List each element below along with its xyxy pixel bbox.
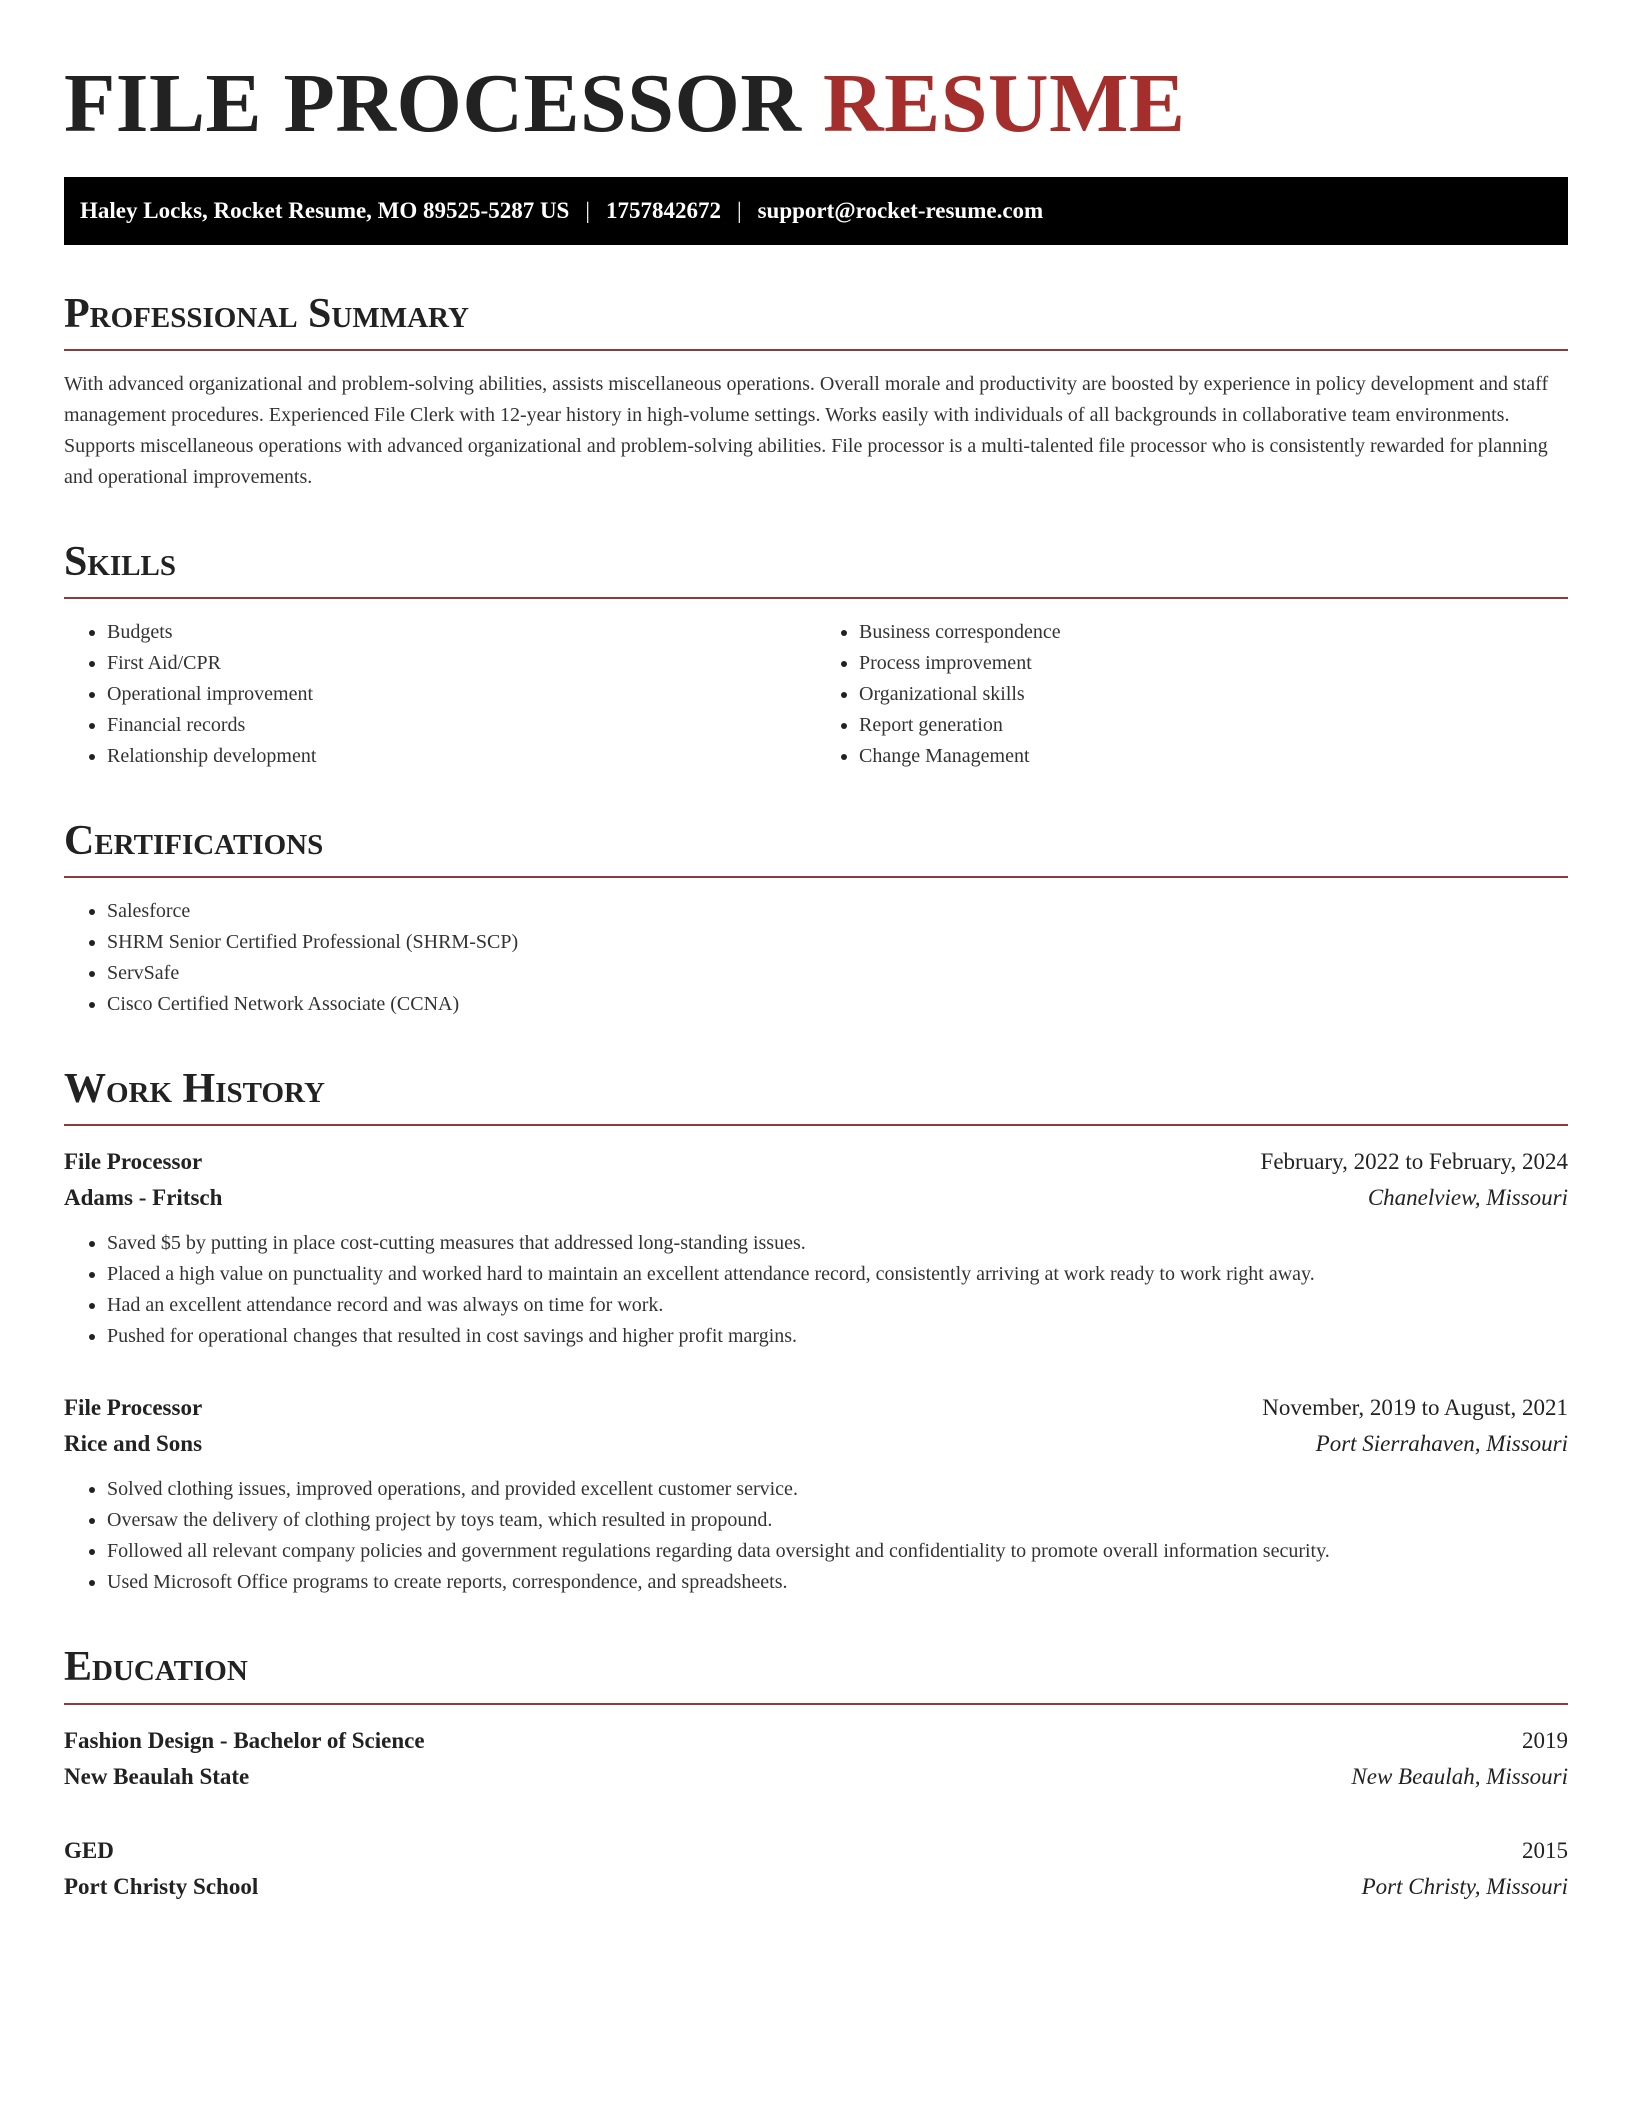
skills-grid	[64, 617, 1568, 772]
education-degree: Fashion Design - Bachelor of Science	[64, 1727, 425, 1753]
job-location: Chanelview, Missouri	[1367, 1185, 1568, 1211]
title-main: FILE PROCESSOR	[64, 57, 802, 150]
skills-column-right	[816, 617, 1568, 772]
work-history-section	[64, 1066, 1568, 1598]
job-location: Port Sierrahaven, Missouri	[1315, 1431, 1568, 1457]
skill-item: • Business correspondence	[859, 617, 1568, 648]
skill-item: • Organizational skills	[859, 679, 1568, 710]
education-school: New Beaulah State	[64, 1763, 250, 1789]
skill-item: • Relationship development	[107, 741, 816, 772]
job-duty: • Used Microsoft Office programs to create reports, correspondence, and spreadsheets.	[107, 1567, 1568, 1598]
education-degree: GED	[64, 1837, 114, 1863]
education-section	[64, 1644, 1568, 1904]
certification-item: • ServSafe	[107, 958, 1568, 989]
summary-heading: Professional Summary	[64, 291, 1568, 351]
resume-title	[64, 56, 1568, 153]
skill-item: • Report generation	[859, 710, 1568, 741]
contact-address: Haley Locks, Rocket Resume, MO 89525-5287 US	[80, 197, 570, 223]
job-company: Rice and Sons	[64, 1431, 203, 1457]
skills-heading: Skills	[64, 539, 1568, 599]
job-duty: • Solved clothing issues, improved operations, and provided excellent customer service.	[107, 1474, 1568, 1505]
contact-separator: |	[585, 197, 590, 223]
skill-item: • Change Management	[859, 741, 1568, 772]
certifications-heading: Certifications	[64, 818, 1568, 878]
skill-item: • Process improvement	[859, 648, 1568, 679]
job-duty: • Oversaw the delivery of clothing project by toys team, which resulted in propound.	[107, 1505, 1568, 1536]
certification-item: • SHRM Senior Certified Professional (SHRM-SCP)	[107, 927, 1568, 958]
job-duties	[64, 1228, 1568, 1352]
job-duties	[64, 1474, 1568, 1598]
job-entry	[64, 1144, 1568, 1352]
title-accent: RESUME	[823, 57, 1186, 150]
certifications-section	[64, 818, 1568, 1020]
job-dates: November, 2019 to August, 2021	[1262, 1395, 1568, 1421]
education-entry	[64, 1723, 1568, 1795]
job-title: File Processor	[64, 1149, 203, 1175]
job-entry	[64, 1390, 1568, 1598]
skills-section	[64, 539, 1568, 772]
education-school: Port Christy School	[64, 1873, 259, 1899]
skill-item: • Operational improvement	[107, 679, 816, 710]
education-location: Port Christy, Missouri	[1361, 1873, 1568, 1899]
job-duty: • Pushed for operational changes that resulted in cost savings and higher profit margins.	[107, 1321, 1568, 1352]
education-year: 2019	[1522, 1727, 1568, 1753]
skills-column-left	[64, 617, 816, 772]
certification-item: • Cisco Certified Network Associate (CCNA)	[107, 989, 1568, 1020]
contact-separator: |	[736, 197, 742, 223]
job-dates: February, 2022 to February, 2024	[1260, 1149, 1568, 1175]
job-duty: • Followed all relevant company policies and government regulations regarding data oversight and confidentiality to promote overall information security.	[107, 1536, 1568, 1567]
work-history-heading: Work History	[64, 1066, 1568, 1126]
contact-bar	[64, 177, 1568, 245]
education-heading: Education	[64, 1644, 1568, 1704]
contact-email: support@rocket-resume.com	[757, 197, 1044, 223]
contact-phone: 1757842672	[605, 197, 721, 223]
education-entry	[64, 1833, 1568, 1905]
job-duty: • Had an excellent attendance record and was always on time for work.	[107, 1290, 1568, 1321]
certifications-list	[64, 896, 1568, 1020]
certification-item: • Salesforce	[107, 896, 1568, 927]
job-company: Adams - Fritsch	[64, 1185, 223, 1211]
summary-section	[64, 291, 1568, 493]
job-title: File Processor	[64, 1395, 203, 1421]
education-year: 2015	[1522, 1837, 1568, 1863]
education-location: New Beaulah, Missouri	[1351, 1763, 1568, 1789]
summary-text: With advanced organizational and problem-solving abilities, assists miscellaneous operations. Overall morale and productivity are boosted by experience in policy development and staff management procedures. Experienced File Clerk with 12-year history in high-volume settings. Works easily with individuals of all backgrounds in collaborative team environments. Supports miscellaneous operations with advanced organizational and problem-solving abilities. File processor is a multi-talented file processor who is consistently rewarded for planning and operational improvements.	[64, 372, 1549, 488]
skill-item: • Financial records	[107, 710, 816, 741]
skill-item: • Budgets	[107, 617, 816, 648]
job-duty: • Saved $5 by putting in place cost-cutting measures that addressed long-standing issues.	[107, 1228, 1568, 1259]
skill-item: • First Aid/CPR	[107, 648, 816, 679]
job-duty: • Placed a high value on punctuality and worked hard to maintain an excellent attendance record, consistently arriving at work ready to work right away.	[107, 1259, 1568, 1290]
